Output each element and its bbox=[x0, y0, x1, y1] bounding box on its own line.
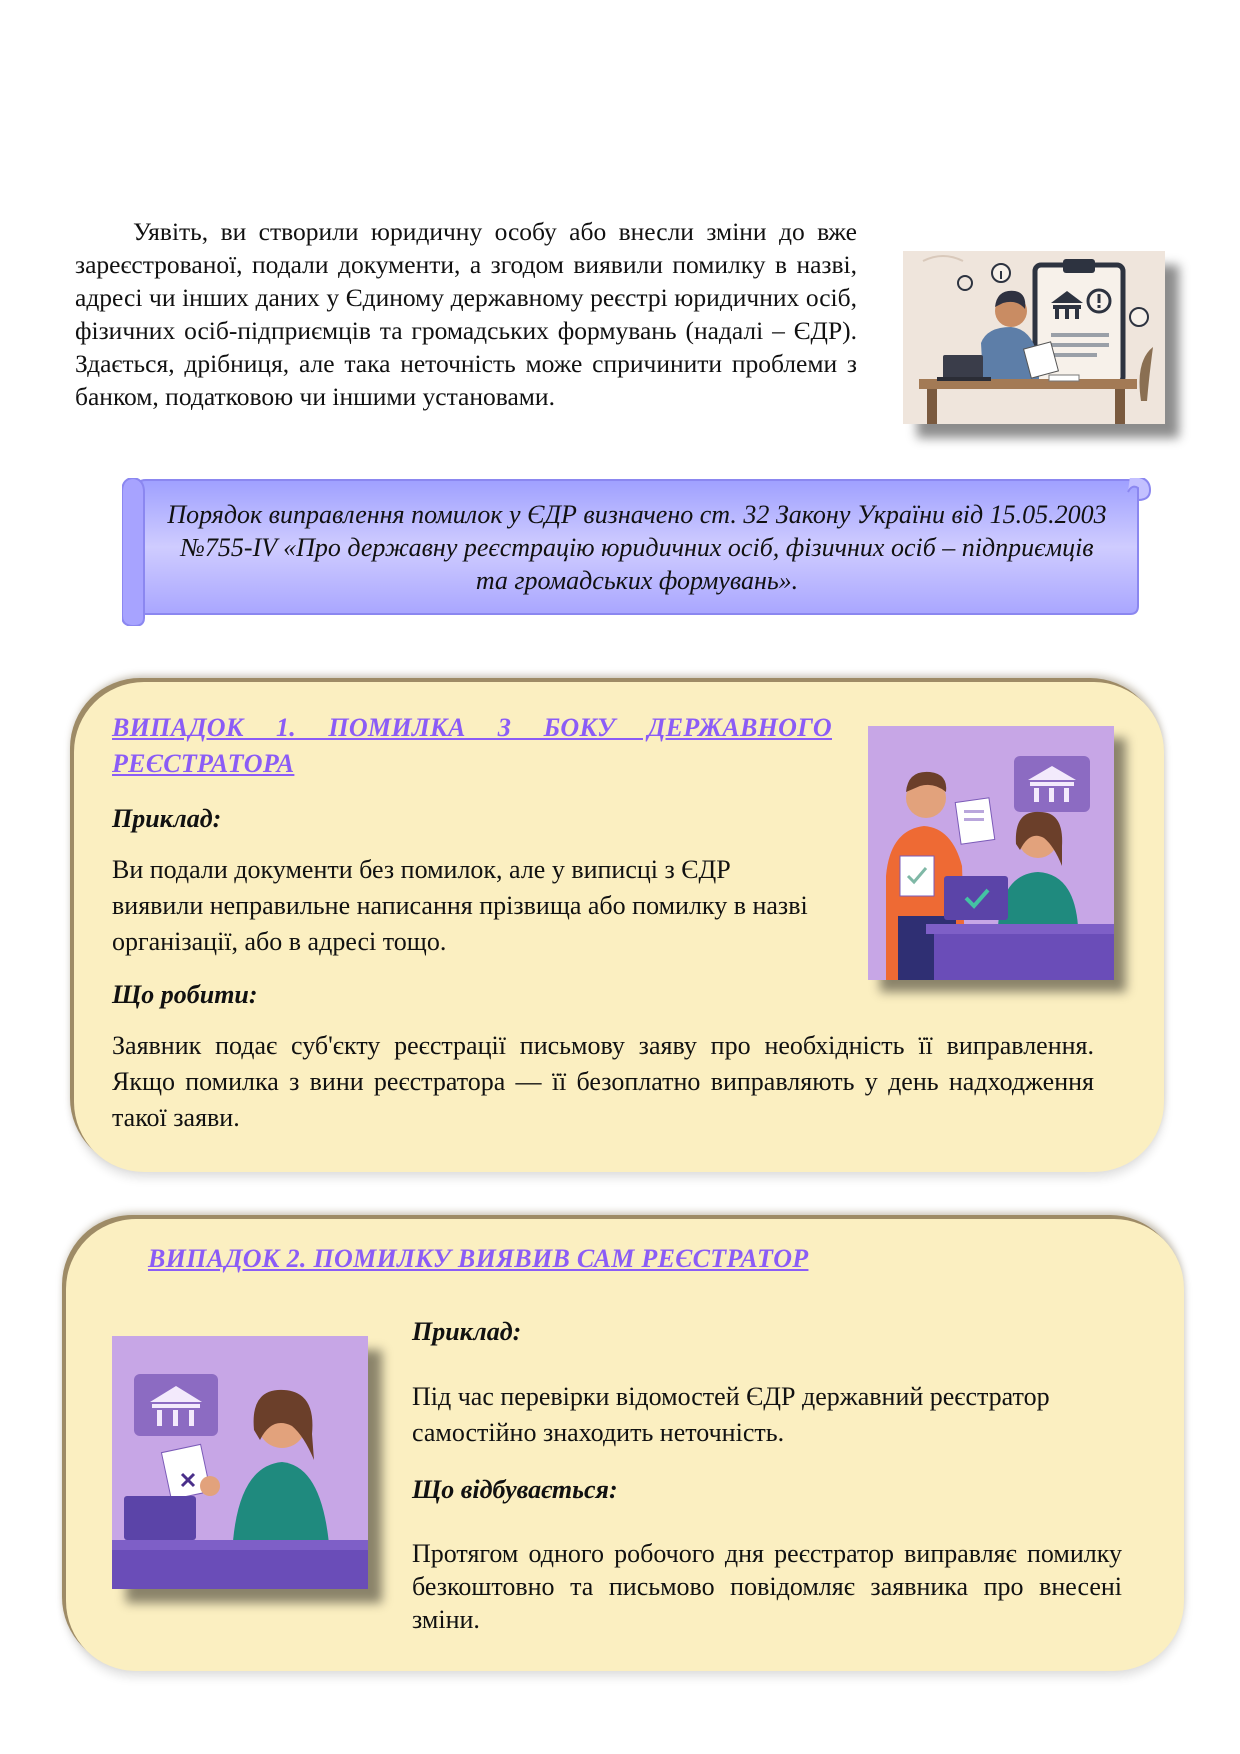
legal-reference-text: Порядок виправлення помилок у ЄДР визначено ст. 32 Закону України від 15.05.2003 №755-IV «Про державну реєстрацію юридичних осіб, фізичних осіб – підприємців та громадських формувань». bbox=[167, 500, 1107, 595]
case-1-title: ВИПАДОК 1. ПОМИЛКА З БОКУ ДЕРЖАВНОГО РЕЄСТРАТОРА bbox=[112, 713, 832, 778]
legal-reference-banner bbox=[122, 478, 1152, 626]
registrar-checking-illustration bbox=[112, 1336, 368, 1589]
case-2-example-label: Приклад: bbox=[412, 1317, 522, 1346]
case-2-card bbox=[66, 1219, 1184, 1671]
case-2-action-text: Протягом одного робочого дня реєстратор виправляє помилку безкоштовно та письмово повідомляє заявника про внесені зміни. bbox=[412, 1539, 1122, 1634]
case-1-action-text: Заявник подає суб'єкту реєстрації письмову заяву про необхідність її виправлення. Якщо помилка з вини реєстратора — її безоплатно виправляють у день надходження такої заяви. bbox=[112, 1031, 1094, 1132]
registrar-meeting-illustration bbox=[868, 726, 1114, 980]
case-1-action-label: Що робити: bbox=[112, 980, 258, 1009]
case-2-example-text: Під час перевірки відомостей ЄДР державний реєстратор самостійно знаходить неточність. bbox=[412, 1382, 1050, 1447]
intro-paragraph: Уявіть, ви створили юридичну особу або внесли зміни до вже зареєстрованої, подали документи, а згодом виявили помилку в назві, адресі чи інших даних у Єдиному державному реєстрі юридичних осіб, фізичних осіб-підприємців та громадських формувань (надалі – ЄДР). Здається, дрібниця, але така неточність може спричинити проблеми з банком, податковою чи іншими установами. bbox=[75, 217, 857, 411]
case-2-action-label: Що відбувається: bbox=[412, 1475, 618, 1504]
case-1-card bbox=[74, 682, 1164, 1172]
case-2-title: ВИПАДОК 2. ПОМИЛКУ ВИЯВИВ САМ РЕЄСТРАТОР bbox=[148, 1244, 809, 1273]
case-1-example-label: Приклад: bbox=[112, 804, 222, 833]
worried-man-illustration bbox=[903, 251, 1165, 424]
case-1-example-text: Ви подали документи без помилок, але у виписці з ЄДР виявили неправильне написання прізвища або помилку в назві організації, або в адресі тощо. bbox=[112, 855, 808, 956]
